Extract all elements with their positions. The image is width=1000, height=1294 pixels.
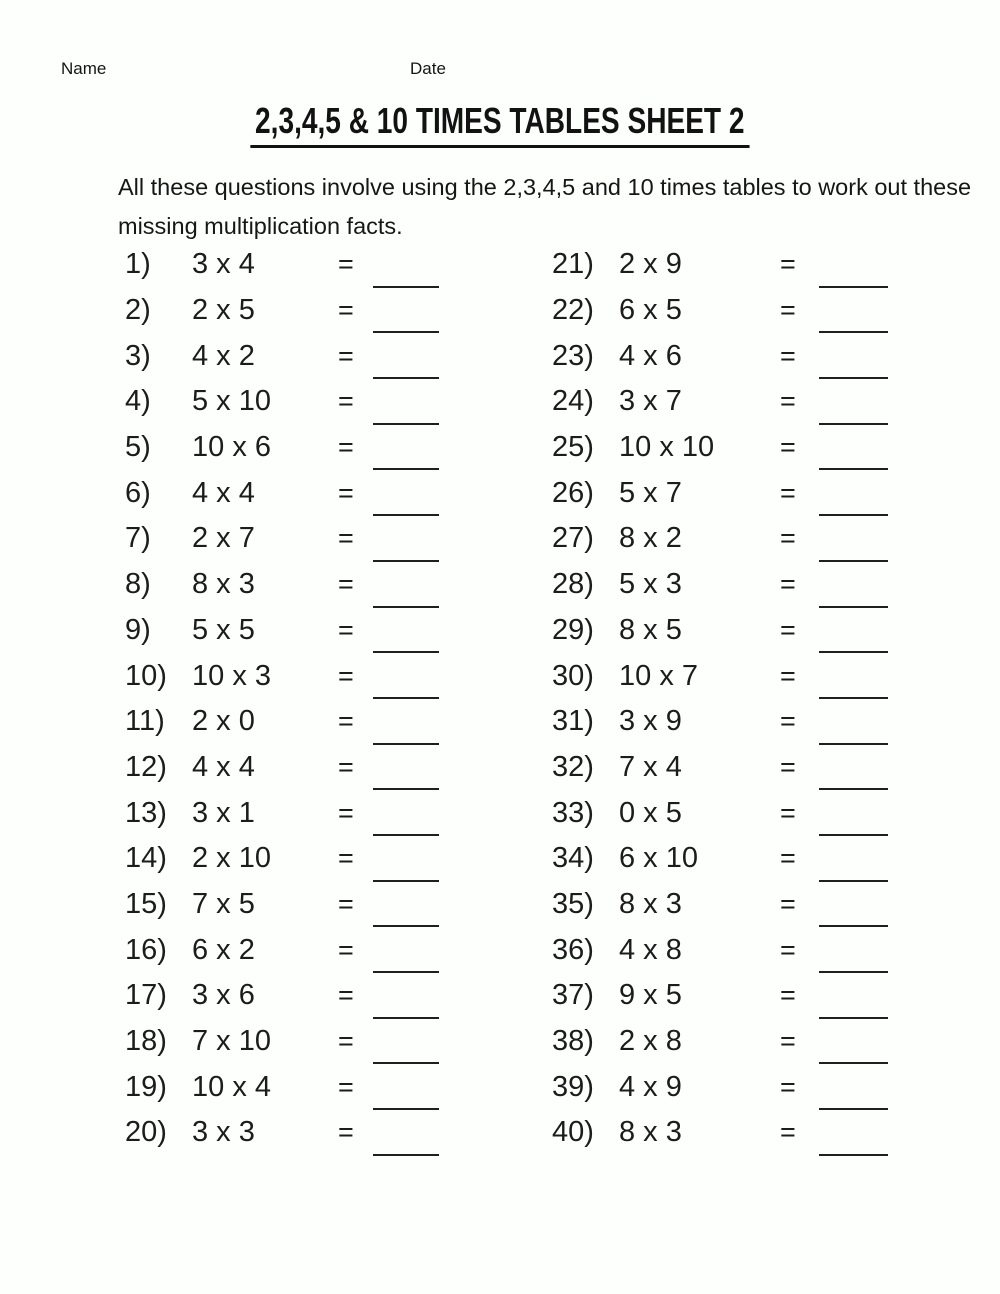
question-expression: 4 x 8 bbox=[619, 933, 682, 966]
question-row bbox=[125, 425, 439, 471]
equals-sign: = bbox=[780, 1117, 796, 1148]
equals-sign: = bbox=[780, 477, 796, 508]
question-expression: 5 x 3 bbox=[619, 568, 682, 601]
question-expression: 10 x 7 bbox=[619, 659, 698, 692]
question-number: 2) bbox=[125, 294, 151, 327]
answer-blank bbox=[819, 1101, 888, 1110]
answer-blank bbox=[819, 324, 888, 333]
equals-sign: = bbox=[780, 249, 796, 280]
question-number: 9) bbox=[125, 613, 151, 646]
question-number: 25) bbox=[552, 431, 594, 464]
equals-sign: = bbox=[780, 614, 796, 645]
question-number: 21) bbox=[552, 248, 594, 281]
question-number: 37) bbox=[552, 979, 594, 1012]
answer-blank bbox=[373, 1101, 439, 1110]
equals-sign: = bbox=[338, 1071, 354, 1102]
equals-sign: = bbox=[338, 660, 354, 691]
question-number: 33) bbox=[552, 796, 594, 829]
answer-blank bbox=[819, 1010, 888, 1019]
question-number: 11) bbox=[125, 705, 165, 738]
question-number: 16) bbox=[125, 933, 167, 966]
question-number: 15) bbox=[125, 887, 167, 920]
question-expression: 7 x 5 bbox=[192, 887, 255, 920]
equals-sign: = bbox=[780, 432, 796, 463]
question-number: 12) bbox=[125, 750, 167, 783]
question-expression: 3 x 6 bbox=[192, 979, 255, 1012]
question-number: 39) bbox=[552, 1070, 594, 1103]
equals-sign: = bbox=[338, 249, 354, 280]
question-expression: 2 x 8 bbox=[619, 1025, 682, 1058]
question-expression: 5 x 10 bbox=[192, 385, 271, 418]
question-expression: 8 x 3 bbox=[619, 1116, 682, 1149]
question-expression: 5 x 5 bbox=[192, 613, 255, 646]
question-row bbox=[125, 699, 439, 745]
answer-blank bbox=[373, 736, 439, 745]
equals-sign: = bbox=[338, 1117, 354, 1148]
answer-blank bbox=[373, 324, 439, 333]
question-number: 34) bbox=[552, 842, 594, 875]
question-expression: 8 x 5 bbox=[619, 613, 682, 646]
question-expression: 4 x 4 bbox=[192, 476, 255, 509]
answer-blank bbox=[373, 827, 439, 836]
question-number: 27) bbox=[552, 522, 594, 555]
equals-sign: = bbox=[338, 432, 354, 463]
question-expression: 8 x 3 bbox=[192, 568, 255, 601]
answer-blank bbox=[373, 1147, 439, 1156]
equals-sign: = bbox=[780, 1071, 796, 1102]
question-row bbox=[552, 288, 888, 334]
equals-sign: = bbox=[338, 934, 354, 965]
question-row bbox=[552, 608, 888, 654]
question-number: 3) bbox=[125, 339, 151, 372]
question-number: 38) bbox=[552, 1025, 594, 1058]
question-row bbox=[552, 516, 888, 562]
question-row bbox=[552, 562, 888, 608]
question-row bbox=[552, 1064, 888, 1110]
answer-blank bbox=[819, 827, 888, 836]
answer-blank bbox=[373, 873, 439, 882]
question-row bbox=[125, 1110, 439, 1156]
question-number: 18) bbox=[125, 1025, 167, 1058]
question-row bbox=[552, 836, 888, 882]
question-number: 7) bbox=[125, 522, 151, 555]
question-expression: 3 x 3 bbox=[192, 1116, 255, 1149]
question-row bbox=[552, 379, 888, 425]
question-expression: 10 x 10 bbox=[619, 431, 715, 464]
equals-sign: = bbox=[780, 1026, 796, 1057]
question-row bbox=[125, 608, 439, 654]
equals-sign: = bbox=[338, 888, 354, 919]
answer-blank bbox=[373, 279, 439, 288]
answer-blank bbox=[819, 736, 888, 745]
answer-blank bbox=[819, 918, 888, 927]
question-row bbox=[552, 1019, 888, 1065]
answer-blank bbox=[373, 1055, 439, 1064]
question-row bbox=[125, 516, 439, 562]
question-expression: 4 x 4 bbox=[192, 750, 255, 783]
question-row bbox=[125, 790, 439, 836]
equals-sign: = bbox=[338, 386, 354, 417]
question-number: 8) bbox=[125, 568, 151, 601]
answer-blank bbox=[819, 370, 888, 379]
question-row bbox=[552, 333, 888, 379]
equals-sign: = bbox=[780, 888, 796, 919]
question-number: 4) bbox=[125, 385, 151, 418]
question-row bbox=[125, 653, 439, 699]
answer-blank bbox=[373, 964, 439, 973]
question-row bbox=[125, 288, 439, 334]
question-expression: 10 x 3 bbox=[192, 659, 271, 692]
question-number: 20) bbox=[125, 1116, 167, 1149]
answer-blank bbox=[819, 416, 888, 425]
question-row bbox=[552, 425, 888, 471]
question-expression: 2 x 9 bbox=[619, 248, 682, 281]
equals-sign: = bbox=[338, 614, 354, 645]
question-row bbox=[552, 653, 888, 699]
question-number: 30) bbox=[552, 659, 594, 692]
question-number: 19) bbox=[125, 1070, 167, 1103]
question-expression: 2 x 0 bbox=[192, 705, 255, 738]
question-number: 5) bbox=[125, 431, 151, 464]
question-expression: 6 x 10 bbox=[619, 842, 698, 875]
question-number: 31) bbox=[552, 705, 594, 738]
question-number: 26) bbox=[552, 476, 594, 509]
question-expression: 4 x 6 bbox=[619, 339, 682, 372]
equals-sign: = bbox=[780, 980, 796, 1011]
answer-blank bbox=[819, 1147, 888, 1156]
questions-column-left bbox=[125, 242, 439, 1156]
question-number: 1) bbox=[125, 248, 151, 281]
question-expression: 2 x 10 bbox=[192, 842, 271, 875]
question-row bbox=[552, 973, 888, 1019]
equals-sign: = bbox=[338, 797, 354, 828]
instructions-text: All these questions involve using the 2,3,4,5 and 10 times tables to work out these missing multiplication facts. bbox=[118, 174, 972, 239]
answer-blank bbox=[373, 918, 439, 927]
question-number: 36) bbox=[552, 933, 594, 966]
question-row bbox=[552, 470, 888, 516]
question-row bbox=[125, 562, 439, 608]
question-row bbox=[125, 470, 439, 516]
question-expression: 10 x 4 bbox=[192, 1070, 271, 1103]
answer-blank bbox=[373, 370, 439, 379]
question-row bbox=[125, 1019, 439, 1065]
equals-sign: = bbox=[780, 843, 796, 874]
answer-blank bbox=[819, 1055, 888, 1064]
answer-blank bbox=[819, 599, 888, 608]
answer-blank bbox=[373, 644, 439, 653]
question-expression: 7 x 10 bbox=[192, 1025, 271, 1058]
question-row bbox=[125, 882, 439, 928]
name-label: Name bbox=[61, 59, 107, 78]
equals-sign: = bbox=[780, 751, 796, 782]
title-wrap bbox=[0, 100, 1000, 148]
question-expression: 3 x 7 bbox=[619, 385, 682, 418]
answer-blank bbox=[819, 873, 888, 882]
questions-column-right bbox=[552, 242, 888, 1156]
question-number: 22) bbox=[552, 294, 594, 327]
question-expression: 2 x 7 bbox=[192, 522, 255, 555]
question-row bbox=[552, 790, 888, 836]
equals-sign: = bbox=[338, 1026, 354, 1057]
answer-blank bbox=[373, 781, 439, 790]
question-row bbox=[125, 242, 439, 288]
question-expression: 10 x 6 bbox=[192, 431, 271, 464]
question-number: 35) bbox=[552, 887, 594, 920]
equals-sign: = bbox=[338, 569, 354, 600]
equals-sign: = bbox=[780, 340, 796, 371]
equals-sign: = bbox=[338, 751, 354, 782]
question-row bbox=[125, 745, 439, 791]
answer-blank bbox=[819, 644, 888, 653]
answer-blank bbox=[373, 599, 439, 608]
question-expression: 7 x 4 bbox=[619, 750, 682, 783]
question-row bbox=[125, 1064, 439, 1110]
answer-blank bbox=[819, 690, 888, 699]
answer-blank bbox=[819, 964, 888, 973]
answer-blank bbox=[819, 781, 888, 790]
equals-sign: = bbox=[338, 523, 354, 554]
question-row bbox=[125, 379, 439, 425]
question-row bbox=[125, 836, 439, 882]
question-number: 23) bbox=[552, 339, 594, 372]
question-number: 14) bbox=[125, 842, 167, 875]
question-number: 24) bbox=[552, 385, 594, 418]
question-expression: 8 x 2 bbox=[619, 522, 682, 555]
equals-sign: = bbox=[338, 477, 354, 508]
question-expression: 3 x 4 bbox=[192, 248, 255, 281]
question-expression: 3 x 9 bbox=[619, 705, 682, 738]
equals-sign: = bbox=[338, 843, 354, 874]
question-row bbox=[125, 973, 439, 1019]
page-title: 2,3,4,5 & 10 TIMES TABLES SHEET 2 bbox=[251, 100, 750, 148]
equals-sign: = bbox=[338, 980, 354, 1011]
question-row bbox=[552, 1110, 888, 1156]
question-expression: 8 x 3 bbox=[619, 887, 682, 920]
question-expression: 6 x 2 bbox=[192, 933, 255, 966]
equals-sign: = bbox=[780, 934, 796, 965]
question-number: 28) bbox=[552, 568, 594, 601]
question-number: 32) bbox=[552, 750, 594, 783]
equals-sign: = bbox=[338, 295, 354, 326]
question-expression: 2 x 5 bbox=[192, 294, 255, 327]
question-row bbox=[552, 699, 888, 745]
equals-sign: = bbox=[338, 706, 354, 737]
question-expression: 9 x 5 bbox=[619, 979, 682, 1012]
question-row bbox=[125, 927, 439, 973]
date-label: Date bbox=[410, 59, 446, 78]
question-number: 29) bbox=[552, 613, 594, 646]
question-number: 40) bbox=[552, 1116, 594, 1149]
equals-sign: = bbox=[780, 569, 796, 600]
question-expression: 3 x 1 bbox=[192, 796, 255, 829]
equals-sign: = bbox=[780, 386, 796, 417]
answer-blank bbox=[819, 507, 888, 516]
equals-sign: = bbox=[780, 295, 796, 326]
question-expression: 4 x 2 bbox=[192, 339, 255, 372]
question-number: 6) bbox=[125, 476, 151, 509]
answer-blank bbox=[373, 416, 439, 425]
question-expression: 5 x 7 bbox=[619, 476, 682, 509]
question-row bbox=[125, 333, 439, 379]
question-row bbox=[552, 882, 888, 928]
equals-sign: = bbox=[338, 340, 354, 371]
question-expression: 4 x 9 bbox=[619, 1070, 682, 1103]
question-row bbox=[552, 927, 888, 973]
answer-blank bbox=[819, 279, 888, 288]
answer-blank bbox=[373, 553, 439, 562]
answer-blank bbox=[373, 1010, 439, 1019]
question-row bbox=[552, 745, 888, 791]
question-expression: 0 x 5 bbox=[619, 796, 682, 829]
question-number: 17) bbox=[125, 979, 167, 1012]
answer-blank bbox=[373, 690, 439, 699]
equals-sign: = bbox=[780, 523, 796, 554]
question-row bbox=[552, 242, 888, 288]
equals-sign: = bbox=[780, 660, 796, 691]
equals-sign: = bbox=[780, 797, 796, 828]
answer-blank bbox=[373, 461, 439, 470]
question-expression: 6 x 5 bbox=[619, 294, 682, 327]
question-number: 13) bbox=[125, 796, 167, 829]
answer-blank bbox=[819, 461, 888, 470]
answer-blank bbox=[373, 507, 439, 516]
equals-sign: = bbox=[780, 706, 796, 737]
answer-blank bbox=[819, 553, 888, 562]
question-number: 10) bbox=[125, 659, 167, 692]
